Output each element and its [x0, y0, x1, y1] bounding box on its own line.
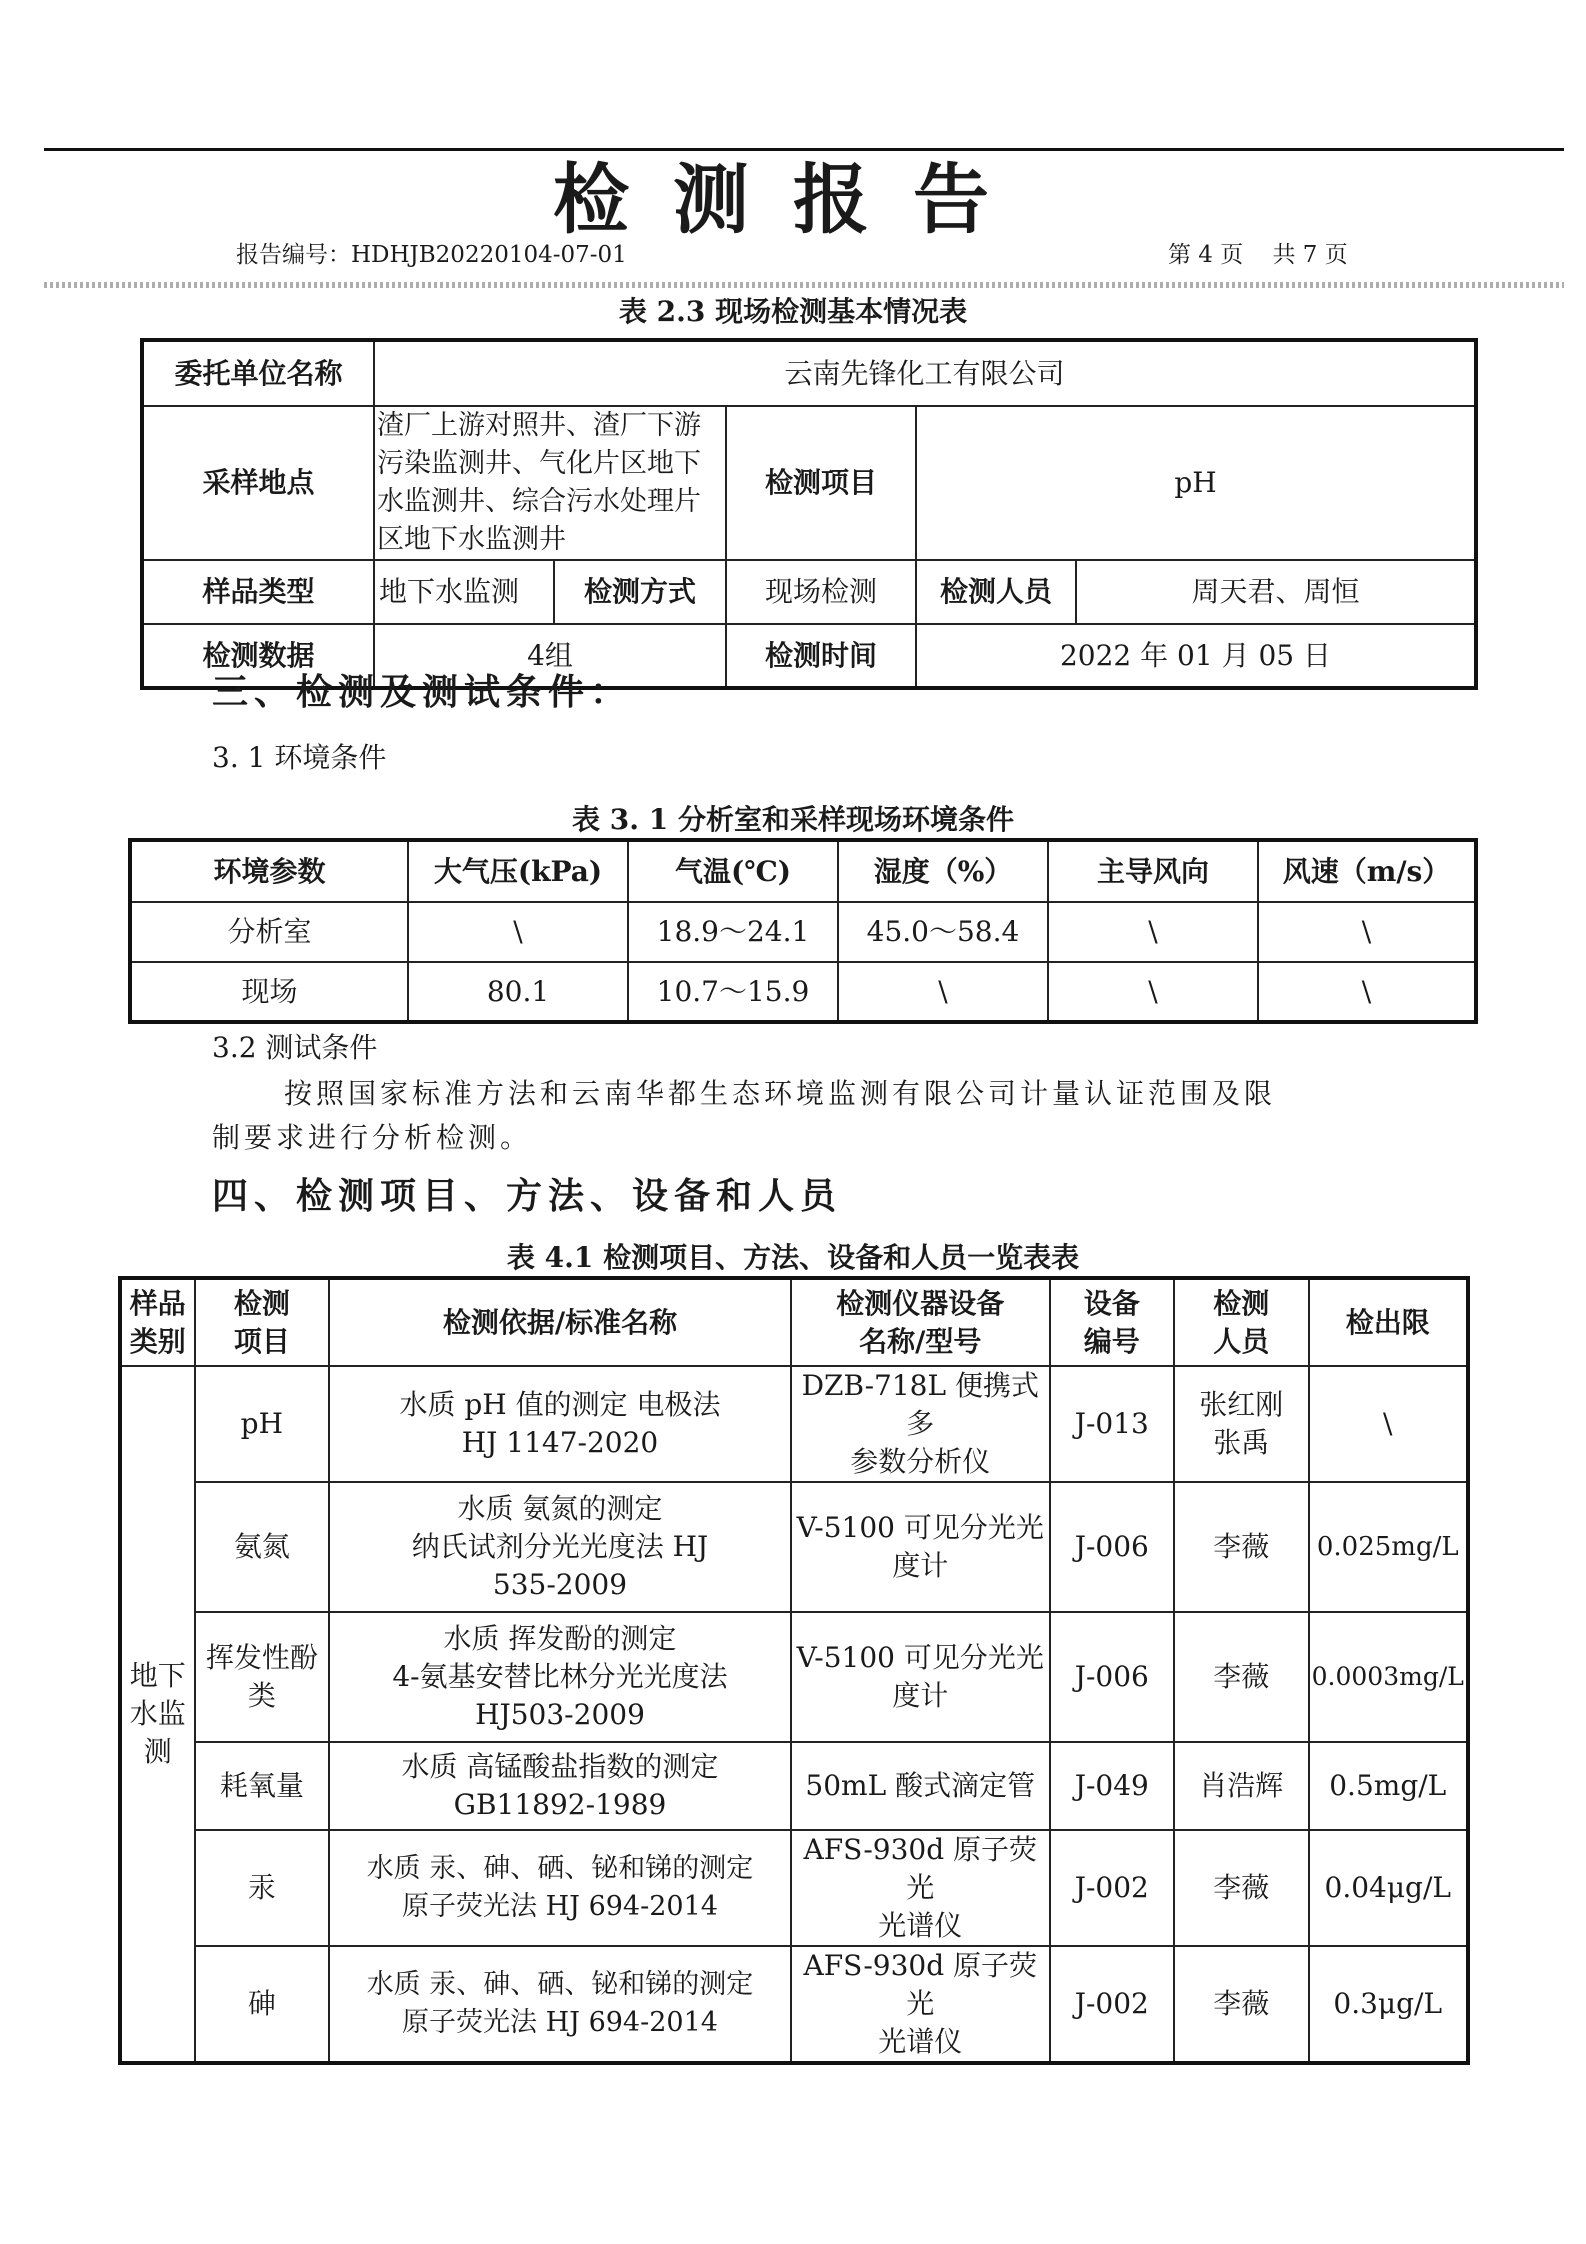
time-value: 2022 年 01 月 05 日	[916, 624, 1476, 688]
table-cell: 10.7～15.9	[628, 962, 838, 1022]
type-value: 地下水监测	[374, 560, 554, 624]
table-cell: J-006	[1050, 1612, 1174, 1742]
col-header: 检测依据/标准名称	[329, 1278, 791, 1366]
table-cell: J-002	[1050, 1946, 1174, 2063]
table-row	[120, 1742, 1468, 1830]
table-cell: 李薇	[1174, 1482, 1309, 1612]
staff-label: 检测人员	[916, 560, 1076, 624]
client-label: 委托单位名称	[142, 340, 374, 406]
table-cell: \	[1048, 902, 1258, 962]
method-value: 现场检测	[726, 560, 916, 624]
page-info: 第 4 页 共 7 页	[1168, 242, 1348, 268]
table-cell: 水质 氨氮的测定 纳氏试剂分光光度法 HJ 535-2009	[329, 1482, 791, 1612]
col-header: 大气压(kPa)	[408, 840, 628, 902]
col-header: 气温(℃)	[628, 840, 838, 902]
site-value: 渣厂上游对照井、渣厂下游污染监测井、气化片区地下水监测井、综合污水处理片区地下水监测井	[374, 406, 726, 560]
table-row	[142, 560, 1476, 624]
col-header: 湿度（%）	[838, 840, 1048, 902]
table-cell: 0.5mg/L	[1309, 1742, 1469, 1830]
table-cell: 水质 挥发酚的测定 4-氨基安替比林分光光度法 HJ503-2009	[329, 1612, 791, 1742]
table-cell: AFS-930d 原子荧光 光谱仪	[791, 1946, 1050, 2063]
table-cell: pH	[195, 1366, 330, 1482]
col-header: 检出限	[1309, 1278, 1469, 1366]
table-cell: 水质 汞、砷、硒、铋和锑的测定 原子荧光法 HJ 694-2014	[329, 1830, 791, 1946]
table-header-row	[120, 1278, 1468, 1366]
table-cell: 汞	[195, 1830, 330, 1946]
table-4-1-caption: 表 4.1 检测项目、方法、设备和人员一览表表	[506, 1241, 1080, 1274]
table-row	[142, 406, 1476, 560]
col-header: 设备 编号	[1050, 1278, 1174, 1366]
report-title: 检测报告	[553, 155, 1033, 244]
col-header: 主导风向	[1048, 840, 1258, 902]
table-cell: J-006	[1050, 1482, 1174, 1612]
client-value: 云南先锋化工有限公司	[374, 340, 1476, 406]
staff-value: 周天君、周恒	[1076, 560, 1476, 624]
table-cell: \	[1258, 902, 1476, 962]
method-label: 检测方式	[554, 560, 726, 624]
table-cell: 张红刚 张禹	[1174, 1366, 1309, 1482]
table-cell: J-049	[1050, 1742, 1174, 1830]
table-cell: 氨氮	[195, 1482, 330, 1612]
data-label: 检测数据	[142, 624, 374, 688]
table-cell: \	[1309, 1366, 1469, 1482]
table-cell: V-5100 可见分光光 度计	[791, 1612, 1050, 1742]
section-4-heading: 四、检测项目、方法、设备和人员	[212, 1175, 843, 1217]
table-cell: 水质 高锰酸盐指数的测定 GB11892-1989	[329, 1742, 791, 1830]
report-number: 报告编号：HDHJB20220104-07-01	[236, 242, 627, 268]
table-cell: 50mL 酸式滴定管	[791, 1742, 1050, 1830]
table-cell: 李薇	[1174, 1830, 1309, 1946]
item-label: 检测项目	[726, 406, 916, 560]
table-cell: 0.0003mg/L	[1309, 1612, 1469, 1742]
table-cell: 砷	[195, 1946, 330, 2063]
table-cell: 0.3μg/L	[1309, 1946, 1469, 2063]
type-label: 样品类型	[142, 560, 374, 624]
col-header: 检测 项目	[195, 1278, 330, 1366]
table-row	[120, 1612, 1468, 1742]
table-cell: \	[408, 902, 628, 962]
item-value: pH	[916, 406, 1476, 560]
col-header: 检测仪器设备 名称/型号	[791, 1278, 1050, 1366]
table-cell: 李薇	[1174, 1612, 1309, 1742]
table-cell: 18.9～24.1	[628, 902, 838, 962]
table-cell: \	[1048, 962, 1258, 1022]
col-header: 样品 类别	[120, 1278, 195, 1366]
table-cell: 水质 汞、砷、硒、铋和锑的测定 原子荧光法 HJ 694-2014	[329, 1946, 791, 2063]
table-cell: 肖浩辉	[1174, 1742, 1309, 1830]
subsection-3-1: 3. 1 环境条件	[212, 741, 387, 774]
table-row	[142, 340, 1476, 406]
table-cell: 80.1	[408, 962, 628, 1022]
site-info-table	[140, 338, 1478, 690]
col-header: 检测 人员	[1174, 1278, 1309, 1366]
method-table	[118, 1276, 1470, 2065]
table-cell: J-002	[1050, 1830, 1174, 1946]
table-cell: 分析室	[130, 902, 408, 962]
table-cell: 现场	[130, 962, 408, 1022]
table-3-1-caption: 表 3. 1 分析室和采样现场环境条件	[572, 803, 1014, 836]
site-label: 采样地点	[142, 406, 374, 560]
table-cell: AFS-930d 原子荧光 光谱仪	[791, 1830, 1050, 1946]
table-row	[130, 962, 1476, 1022]
table-header-row	[130, 840, 1476, 902]
table-cell: 0.025mg/L	[1309, 1482, 1469, 1612]
table-cell: 挥发性酚 类	[195, 1612, 330, 1742]
table-2-3-caption: 表 2.3 现场检测基本情况表	[618, 295, 968, 328]
table-row	[120, 1830, 1468, 1946]
table-cell: 水质 pH 值的测定 电极法 HJ 1147-2020	[329, 1366, 791, 1482]
time-label: 检测时间	[726, 624, 916, 688]
table-row	[120, 1366, 1468, 1482]
table-cell: \	[1258, 962, 1476, 1022]
subsection-3-2: 3.2 测试条件	[212, 1031, 378, 1064]
section-3-heading: 三、检测及测试条件：	[212, 671, 633, 713]
col-header: 风速（m/s）	[1258, 840, 1476, 902]
environment-table	[128, 838, 1478, 1024]
col-header: 环境参数	[130, 840, 408, 902]
data-value: 4组	[374, 624, 726, 688]
table-cell: 0.04μg/L	[1309, 1830, 1469, 1946]
table-cell: 耗氧量	[195, 1742, 330, 1830]
table-cell: 李薇	[1174, 1946, 1309, 2063]
table-cell: V-5100 可见分光光 度计	[791, 1482, 1050, 1612]
sample-category: 地下 水监 测	[120, 1366, 195, 2063]
table-row	[120, 1482, 1468, 1612]
table-row	[130, 902, 1476, 962]
table-cell: J-013	[1050, 1366, 1174, 1482]
table-cell: DZB-718L 便携式多 参数分析仪	[791, 1366, 1050, 1482]
table-cell: 45.0～58.4	[838, 902, 1048, 962]
table-row	[120, 1946, 1468, 2063]
table-cell: \	[838, 962, 1048, 1022]
test-condition-line-1: 按照国家标准方法和云南华都生态环境监测有限公司计量认证范围及限	[284, 1077, 1277, 1110]
test-condition-line-2: 制要求进行分析检测。	[212, 1121, 533, 1154]
dotted-divider	[44, 282, 1564, 288]
